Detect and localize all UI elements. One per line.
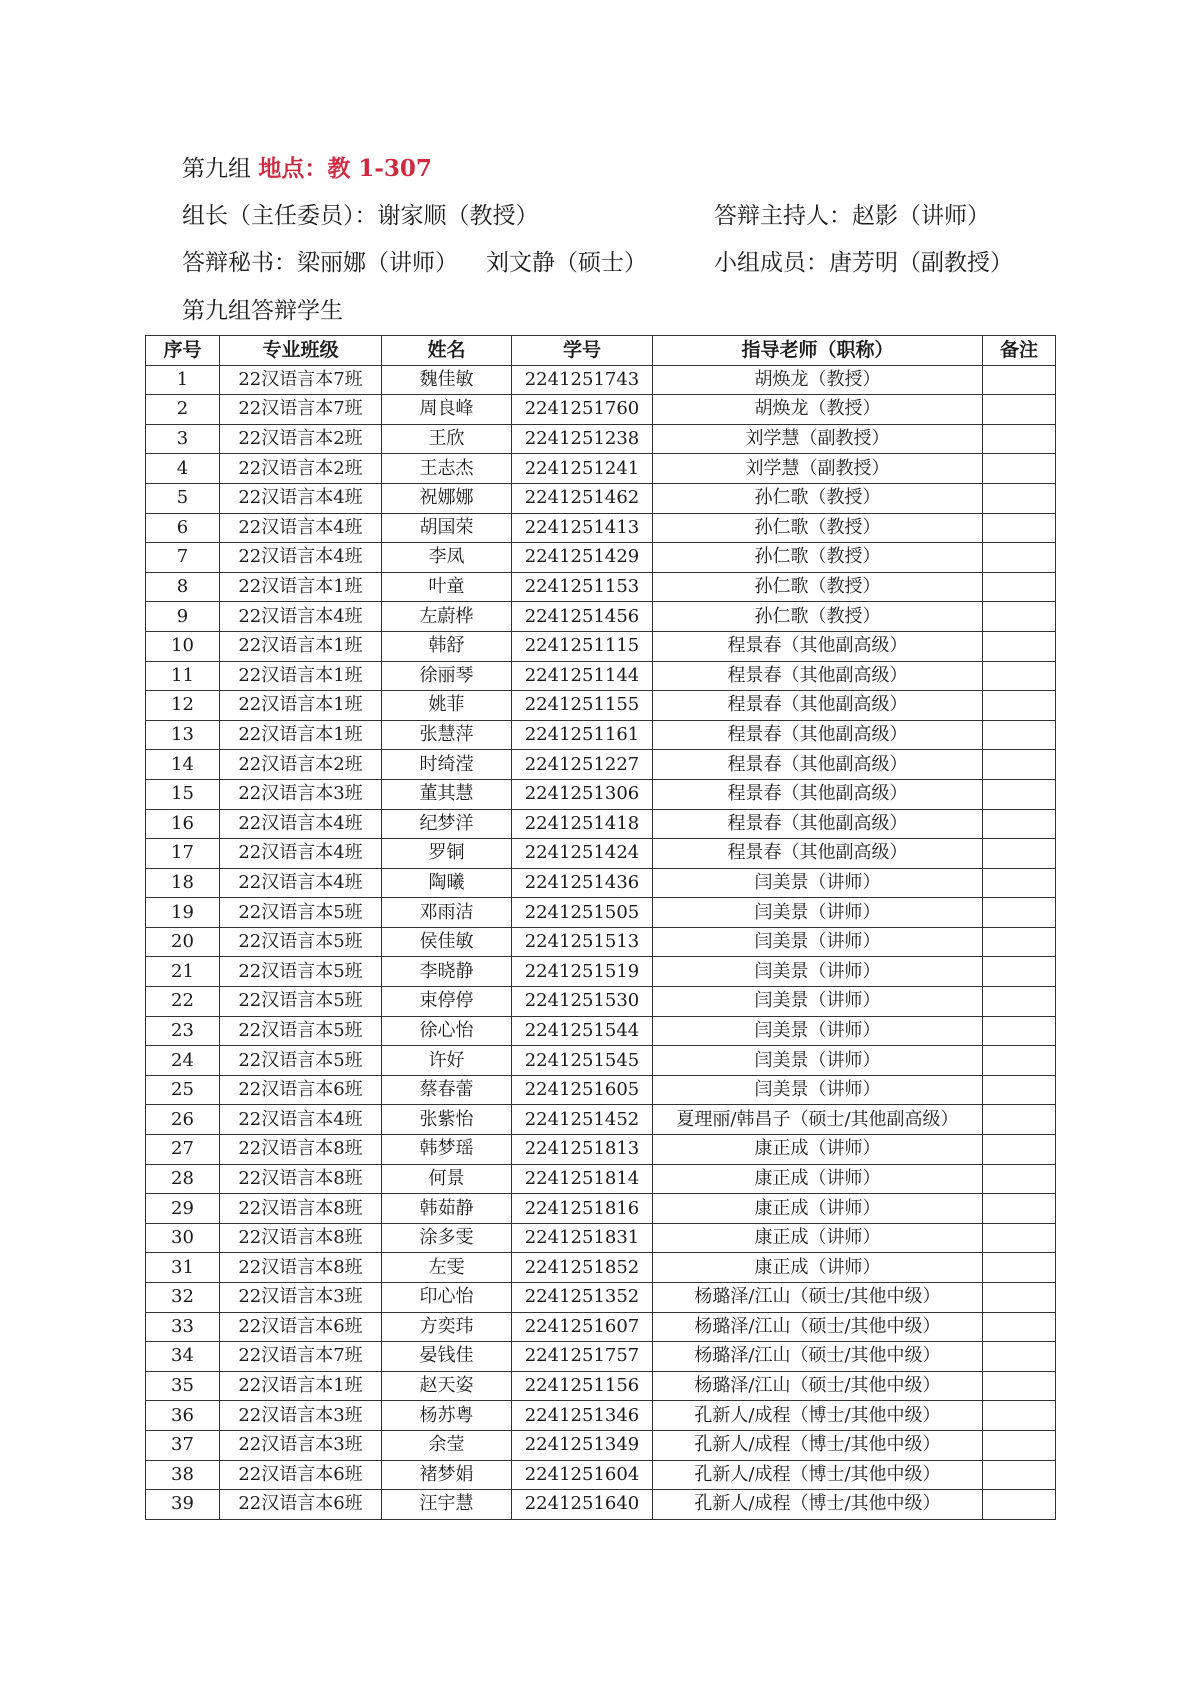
cell-advisor: 刘学慧（副教授） (653, 424, 983, 454)
cell-class: 22汉语言本4班 (220, 513, 382, 543)
cell-name: 王志杰 (382, 454, 512, 484)
cell-advisor: 闫美景（讲师） (653, 927, 983, 957)
cell-index: 26 (146, 1105, 220, 1135)
header-class: 专业班级 (220, 336, 382, 366)
cell-index: 2 (146, 395, 220, 425)
cell-class: 22汉语言本4班 (220, 868, 382, 898)
cell-class: 22汉语言本5班 (220, 1016, 382, 1046)
cell-class: 22汉语言本4班 (220, 602, 382, 632)
cell-index: 1 (146, 365, 220, 395)
table-row (146, 957, 1056, 987)
cell-index: 29 (146, 1194, 220, 1224)
table-row (146, 1490, 1056, 1520)
cell-class: 22汉语言本3班 (220, 1401, 382, 1431)
cell-advisor: 程景春（其他副高级） (653, 631, 983, 661)
cell-class: 22汉语言本3班 (220, 1430, 382, 1460)
cell-student-id: 2241251227 (512, 750, 653, 780)
cell-class: 22汉语言本6班 (220, 1490, 382, 1520)
table-row (146, 779, 1056, 809)
cell-name: 韩茹静 (382, 1194, 512, 1224)
table-row (146, 750, 1056, 780)
cell-remarks (983, 750, 1056, 780)
cell-student-id: 2241251436 (512, 868, 653, 898)
cell-remarks (983, 454, 1056, 484)
cell-remarks (983, 1164, 1056, 1194)
cell-advisor: 闫美景（讲师） (653, 868, 983, 898)
students-title: 第九组答辩学生 (182, 298, 343, 324)
cell-advisor: 程景春（其他副高级） (653, 720, 983, 750)
table-row (146, 691, 1056, 721)
cell-student-id: 2241251349 (512, 1430, 653, 1460)
cell-name: 左雯 (382, 1253, 512, 1283)
cell-class: 22汉语言本4班 (220, 1105, 382, 1135)
cell-remarks (983, 1194, 1056, 1224)
cell-name: 魏佳敏 (382, 365, 512, 395)
table-row (146, 720, 1056, 750)
cell-index: 36 (146, 1401, 220, 1431)
cell-advisor: 康正成（讲师） (653, 1194, 983, 1224)
table-row (146, 1342, 1056, 1372)
table-row (146, 1430, 1056, 1460)
table-row (146, 1105, 1056, 1135)
cell-student-id: 2241251530 (512, 987, 653, 1017)
cell-advisor: 孙仁歌（教授） (653, 602, 983, 632)
cell-remarks (983, 513, 1056, 543)
cell-remarks (983, 868, 1056, 898)
cell-student-id: 2241251816 (512, 1194, 653, 1224)
cell-advisor: 闫美景（讲师） (653, 957, 983, 987)
cell-advisor: 孙仁歌（教授） (653, 483, 983, 513)
cell-advisor: 康正成（讲师） (653, 1135, 983, 1165)
cell-advisor: 闫美景（讲师） (653, 898, 983, 928)
cell-advisor: 杨璐泽/江山（硕士/其他中级） (653, 1371, 983, 1401)
cell-name: 蔡春蕾 (382, 1075, 512, 1105)
table-row (146, 1223, 1056, 1253)
cell-student-id: 2241251640 (512, 1490, 653, 1520)
cell-class: 22汉语言本8班 (220, 1135, 382, 1165)
cell-remarks (983, 572, 1056, 602)
table-row (146, 1253, 1056, 1283)
cell-remarks (983, 720, 1056, 750)
cell-class: 22汉语言本1班 (220, 572, 382, 602)
table-row (146, 1016, 1056, 1046)
cell-name: 何景 (382, 1164, 512, 1194)
table-header-row (146, 336, 1056, 366)
cell-name: 周良峰 (382, 395, 512, 425)
cell-student-id: 2241251743 (512, 365, 653, 395)
cell-remarks (983, 1312, 1056, 1342)
cell-advisor: 程景春（其他副高级） (653, 779, 983, 809)
table-row (146, 987, 1056, 1017)
cell-index: 11 (146, 661, 220, 691)
cell-index: 18 (146, 868, 220, 898)
members-text: 小组成员：唐芳明（副教授） (714, 250, 1013, 276)
table-row (146, 1075, 1056, 1105)
cell-student-id: 2241251413 (512, 513, 653, 543)
cell-advisor: 康正成（讲师） (653, 1223, 983, 1253)
cell-advisor: 孙仁歌（教授） (653, 513, 983, 543)
cell-remarks (983, 779, 1056, 809)
cell-class: 22汉语言本5班 (220, 927, 382, 957)
cell-student-id: 2241251238 (512, 424, 653, 454)
cell-advisor: 孔新人/成程（博士/其他中级） (653, 1401, 983, 1431)
cell-class: 22汉语言本4班 (220, 839, 382, 869)
cell-class: 22汉语言本1班 (220, 661, 382, 691)
cell-advisor: 杨璐泽/江山（硕士/其他中级） (653, 1283, 983, 1313)
cell-index: 25 (146, 1075, 220, 1105)
cell-advisor: 刘学慧（副教授） (653, 454, 983, 484)
header-student-id: 学号 (512, 336, 653, 366)
cell-class: 22汉语言本3班 (220, 779, 382, 809)
cell-class: 22汉语言本7班 (220, 395, 382, 425)
cell-class: 22汉语言本4班 (220, 543, 382, 573)
cell-student-id: 2241251115 (512, 631, 653, 661)
cell-student-id: 2241251604 (512, 1460, 653, 1490)
cell-student-id: 2241251462 (512, 483, 653, 513)
table-row (146, 809, 1056, 839)
cell-remarks (983, 1223, 1056, 1253)
cell-class: 22汉语言本4班 (220, 809, 382, 839)
cell-remarks (983, 691, 1056, 721)
cell-advisor: 孔新人/成程（博士/其他中级） (653, 1490, 983, 1520)
cell-index: 38 (146, 1460, 220, 1490)
cell-name: 束停停 (382, 987, 512, 1017)
cell-index: 13 (146, 720, 220, 750)
cell-index: 22 (146, 987, 220, 1017)
cell-student-id: 2241251545 (512, 1046, 653, 1076)
cell-advisor: 孔新人/成程（博士/其他中级） (653, 1460, 983, 1490)
cell-student-id: 2241251456 (512, 602, 653, 632)
cell-student-id: 2241251306 (512, 779, 653, 809)
cell-name: 纪梦洋 (382, 809, 512, 839)
cell-student-id: 2241251814 (512, 1164, 653, 1194)
cell-index: 34 (146, 1342, 220, 1372)
cell-name: 李凤 (382, 543, 512, 573)
cell-name: 赵天姿 (382, 1371, 512, 1401)
cell-advisor: 闫美景（讲师） (653, 1075, 983, 1105)
cell-remarks (983, 1283, 1056, 1313)
cell-name: 叶童 (382, 572, 512, 602)
leader-text: 组长（主任委员）：谢家顺（教授） (182, 203, 539, 229)
cell-class: 22汉语言本6班 (220, 1460, 382, 1490)
cell-name: 胡国荣 (382, 513, 512, 543)
cell-class: 22汉语言本1班 (220, 691, 382, 721)
cell-student-id: 2241251757 (512, 1342, 653, 1372)
cell-name: 许好 (382, 1046, 512, 1076)
header-name: 姓名 (382, 336, 512, 366)
cell-student-id: 2241251513 (512, 927, 653, 957)
cell-advisor: 孙仁歌（教授） (653, 572, 983, 602)
table-body (146, 365, 1056, 1519)
cell-name: 罗铜 (382, 839, 512, 869)
cell-index: 35 (146, 1371, 220, 1401)
header-index: 序号 (146, 336, 220, 366)
table-row (146, 395, 1056, 425)
cell-class: 22汉语言本6班 (220, 1075, 382, 1105)
table-row (146, 365, 1056, 395)
host-text: 答辩主持人：赵影（讲师） (714, 203, 990, 229)
table-row (146, 424, 1056, 454)
cell-name: 王欣 (382, 424, 512, 454)
cell-index: 31 (146, 1253, 220, 1283)
cell-name: 韩梦瑶 (382, 1135, 512, 1165)
cell-student-id: 2241251452 (512, 1105, 653, 1135)
cell-index: 24 (146, 1046, 220, 1076)
cell-index: 16 (146, 809, 220, 839)
table-row (146, 898, 1056, 928)
cell-advisor: 程景春（其他副高级） (653, 809, 983, 839)
cell-advisor: 闫美景（讲师） (653, 1016, 983, 1046)
table-row (146, 839, 1056, 869)
cell-index: 27 (146, 1135, 220, 1165)
cell-class: 22汉语言本5班 (220, 898, 382, 928)
cell-index: 30 (146, 1223, 220, 1253)
table-row (146, 1312, 1056, 1342)
cell-class: 22汉语言本7班 (220, 1342, 382, 1372)
cell-name: 邓雨洁 (382, 898, 512, 928)
cell-index: 17 (146, 839, 220, 869)
cell-advisor: 闫美景（讲师） (653, 1046, 983, 1076)
cell-name: 方奕玮 (382, 1312, 512, 1342)
cell-student-id: 2241251155 (512, 691, 653, 721)
cell-name: 董其慧 (382, 779, 512, 809)
cell-remarks (983, 1105, 1056, 1135)
table-row (146, 483, 1056, 513)
cell-student-id: 2241251424 (512, 839, 653, 869)
table-row (146, 927, 1056, 957)
cell-student-id: 2241251429 (512, 543, 653, 573)
table-row (146, 1046, 1056, 1076)
cell-index: 21 (146, 957, 220, 987)
cell-student-id: 2241251346 (512, 1401, 653, 1431)
cell-name: 张慧萍 (382, 720, 512, 750)
table-row (146, 572, 1056, 602)
cell-name: 韩舒 (382, 631, 512, 661)
cell-class: 22汉语言本8班 (220, 1164, 382, 1194)
cell-index: 12 (146, 691, 220, 721)
cell-student-id: 2241251852 (512, 1253, 653, 1283)
cell-class: 22汉语言本1班 (220, 720, 382, 750)
secretary-line (182, 248, 647, 278)
cell-student-id: 2241251161 (512, 720, 653, 750)
cell-advisor: 孙仁歌（教授） (653, 543, 983, 573)
cell-student-id: 2241251607 (512, 1312, 653, 1342)
cell-index: 15 (146, 779, 220, 809)
table-row (146, 1401, 1056, 1431)
cell-student-id: 2241251760 (512, 395, 653, 425)
cell-name: 晏钱佳 (382, 1342, 512, 1372)
cell-name: 左蔚桦 (382, 602, 512, 632)
secretary-2-text: 刘文静（硕士） (486, 250, 647, 276)
table-row (146, 513, 1056, 543)
cell-index: 9 (146, 602, 220, 632)
cell-remarks (983, 1046, 1056, 1076)
cell-class: 22汉语言本8班 (220, 1223, 382, 1253)
cell-advisor: 胡焕龙（教授） (653, 395, 983, 425)
cell-student-id: 2241251519 (512, 957, 653, 987)
cell-student-id: 2241251241 (512, 454, 653, 484)
cell-remarks (983, 1401, 1056, 1431)
cell-index: 6 (146, 513, 220, 543)
cell-class: 22汉语言本7班 (220, 365, 382, 395)
cell-name: 褚梦娟 (382, 1460, 512, 1490)
cell-class: 22汉语言本5班 (220, 987, 382, 1017)
cell-class: 22汉语言本2班 (220, 424, 382, 454)
cell-remarks (983, 631, 1056, 661)
cell-remarks (983, 1342, 1056, 1372)
cell-remarks (983, 1460, 1056, 1490)
table-row (146, 602, 1056, 632)
cell-name: 徐心怡 (382, 1016, 512, 1046)
cell-advisor: 康正成（讲师） (653, 1253, 983, 1283)
cell-index: 23 (146, 1016, 220, 1046)
cell-name: 徐丽琴 (382, 661, 512, 691)
cell-student-id: 2241251144 (512, 661, 653, 691)
table-row (146, 543, 1056, 573)
cell-remarks (983, 483, 1056, 513)
cell-name: 侯佳敏 (382, 927, 512, 957)
cell-advisor: 康正成（讲师） (653, 1164, 983, 1194)
cell-advisor: 闫美景（讲师） (653, 987, 983, 1017)
cell-class: 22汉语言本4班 (220, 483, 382, 513)
table-row (146, 1460, 1056, 1490)
cell-remarks (983, 927, 1056, 957)
cell-remarks (983, 1253, 1056, 1283)
cell-remarks (983, 661, 1056, 691)
cell-remarks (983, 839, 1056, 869)
cell-name: 时绮滢 (382, 750, 512, 780)
header-remarks: 备注 (983, 336, 1056, 366)
cell-index: 8 (146, 572, 220, 602)
cell-class: 22汉语言本5班 (220, 1046, 382, 1076)
cell-index: 5 (146, 483, 220, 513)
cell-remarks (983, 1016, 1056, 1046)
table-row (146, 1164, 1056, 1194)
cell-advisor: 杨璐泽/江山（硕士/其他中级） (653, 1312, 983, 1342)
cell-class: 22汉语言本6班 (220, 1312, 382, 1342)
cell-student-id: 2241251544 (512, 1016, 653, 1046)
cell-remarks (983, 1490, 1056, 1520)
group-location-line (182, 154, 432, 184)
cell-advisor: 夏理丽/韩昌子（硕士/其他副高级） (653, 1105, 983, 1135)
cell-name: 张紫怡 (382, 1105, 512, 1135)
header-advisor: 指导老师（职称） (653, 336, 983, 366)
cell-student-id: 2241251153 (512, 572, 653, 602)
cell-index: 4 (146, 454, 220, 484)
table-row (146, 454, 1056, 484)
cell-remarks (983, 1075, 1056, 1105)
cell-student-id: 2241251156 (512, 1371, 653, 1401)
cell-remarks (983, 809, 1056, 839)
table-row (146, 661, 1056, 691)
group-title: 第九组 (182, 156, 251, 182)
cell-remarks (983, 987, 1056, 1017)
cell-remarks (983, 1135, 1056, 1165)
cell-name: 祝娜娜 (382, 483, 512, 513)
table-row (146, 1371, 1056, 1401)
table-row (146, 1194, 1056, 1224)
cell-index: 28 (146, 1164, 220, 1194)
cell-advisor: 杨璐泽/江山（硕士/其他中级） (653, 1342, 983, 1372)
cell-class: 22汉语言本8班 (220, 1194, 382, 1224)
cell-index: 7 (146, 543, 220, 573)
cell-advisor: 胡焕龙（教授） (653, 365, 983, 395)
cell-index: 39 (146, 1490, 220, 1520)
secretary-text: 答辩秘书：梁丽娜（讲师） (182, 250, 458, 276)
cell-class: 22汉语言本3班 (220, 1283, 382, 1313)
cell-name: 陶曦 (382, 868, 512, 898)
cell-remarks (983, 602, 1056, 632)
cell-student-id: 2241251813 (512, 1135, 653, 1165)
table-row (146, 1135, 1056, 1165)
cell-remarks (983, 898, 1056, 928)
students-table (145, 335, 1056, 1520)
cell-index: 33 (146, 1312, 220, 1342)
cell-remarks (983, 424, 1056, 454)
cell-remarks (983, 1430, 1056, 1460)
cell-class: 22汉语言本2班 (220, 454, 382, 484)
cell-student-id: 2241251605 (512, 1075, 653, 1105)
cell-remarks (983, 365, 1056, 395)
cell-index: 37 (146, 1430, 220, 1460)
cell-student-id: 2241251831 (512, 1223, 653, 1253)
cell-advisor: 程景春（其他副高级） (653, 661, 983, 691)
cell-remarks (983, 543, 1056, 573)
cell-remarks (983, 957, 1056, 987)
cell-name: 余莹 (382, 1430, 512, 1460)
cell-index: 10 (146, 631, 220, 661)
table-row (146, 1283, 1056, 1313)
table-row (146, 631, 1056, 661)
cell-advisor: 程景春（其他副高级） (653, 750, 983, 780)
cell-remarks (983, 395, 1056, 425)
cell-class: 22汉语言本1班 (220, 1371, 382, 1401)
cell-index: 20 (146, 927, 220, 957)
cell-name: 涂多雯 (382, 1223, 512, 1253)
cell-class: 22汉语言本8班 (220, 1253, 382, 1283)
cell-advisor: 孔新人/成程（博士/其他中级） (653, 1430, 983, 1460)
cell-class: 22汉语言本1班 (220, 631, 382, 661)
cell-index: 32 (146, 1283, 220, 1313)
cell-index: 3 (146, 424, 220, 454)
cell-name: 李晓静 (382, 957, 512, 987)
table-row (146, 868, 1056, 898)
cell-student-id: 2241251505 (512, 898, 653, 928)
cell-name: 杨苏粤 (382, 1401, 512, 1431)
cell-class: 22汉语言本2班 (220, 750, 382, 780)
cell-advisor: 程景春（其他副高级） (653, 839, 983, 869)
cell-class: 22汉语言本5班 (220, 957, 382, 987)
location-text: 地点：教 1-307 (258, 155, 432, 182)
cell-student-id: 2241251418 (512, 809, 653, 839)
cell-index: 14 (146, 750, 220, 780)
cell-student-id: 2241251352 (512, 1283, 653, 1313)
cell-name: 汪宇慧 (382, 1490, 512, 1520)
cell-name: 印心怡 (382, 1283, 512, 1313)
cell-name: 姚菲 (382, 691, 512, 721)
cell-index: 19 (146, 898, 220, 928)
cell-remarks (983, 1371, 1056, 1401)
cell-advisor: 程景春（其他副高级） (653, 691, 983, 721)
